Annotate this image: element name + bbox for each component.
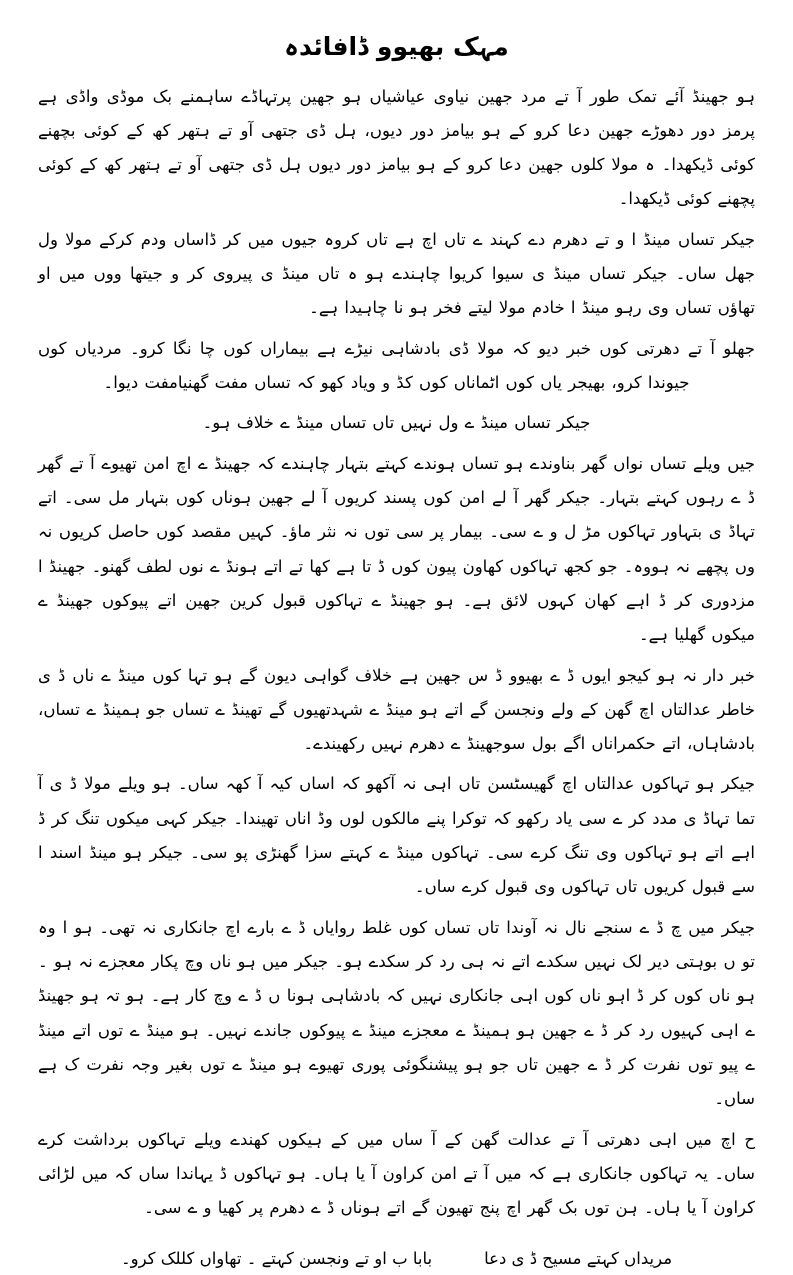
signature-left: مریداں کہتے مسیح ڈ ی دعا: [484, 1248, 673, 1268]
document-body: [38, 80, 755, 1226]
paragraph: جیکر تساں مینڈ ے ول نہیں تاں تساں مینڈ ے خلاف ہو۔: [202, 413, 591, 433]
paragraph: ح اچ میں اہی دھرتی آ تے عدالت گھن کے آ ساں میں کے ہیکوں کھندے ویلے تہاکوں برداشت کرے ساں۔ یہ تہاکوں جانکاری ہے کہ میں آ تے امن کراون آ یا ہاں۔ ہو تہاکوں ڈ یہاندا ساں کہ میں لڑائی کراون آ یا ہاں۔ ہن توں بک گھر اچ پنج تھیون گے اتے ہوناں ڈ ے دھرم پر کھیا و ے سی۔: [38, 1129, 755, 1218]
signature-block: [38, 1242, 755, 1275]
signature-right: بابا ب او تے ونجسن کہتے ۔ تھاواں کللک کرو۔: [120, 1248, 433, 1268]
paragraph: جیں ویلے تساں نواں گھر بناوندے ہو تساں ہوندے کہتے بتہار چاہندے کہ جھینڈ ے اچ امن تھیوے آ تے گھر ڈ ے رہوں کہتے بتہار۔ جیکر گھر آ لے امن کوں پسند کریوں آ لے جھین ہوناں کوں بتہار مل سی۔ اتے تہاڈ ی بتہاور تہاکوں مڑ ل و ے سی۔ بیمار پر سی توں نہ نثر ماؤ۔ کہیں مقصد کوں حاصل کریوں نہ وں پچھے نہ ہووہ۔ جو کجھ تہاکوں کھاون پیون کوں ڈ تا ہے کھا تے اتے ہونڈ ے نوں لطف گھنو۔ جھینڈ ا مزدوری کر ڈ اہے کھان کہوں لائق ہے۔ ہو جھینڈ ے تہاکوں قبول کرین جھین اتے پیوکوں جھینڈ ے میکوں گھلیا ہے۔: [38, 453, 755, 645]
paragraph: خبر دار نہ ہو کیجو ایوں ڈ ے بھیوو ڈ س جھین ہے خلاف گواہی دیون گے ہو تہا کوں مینڈ ے ناں ڈ ی خاطر عدالتاں اچ گھن کے ولے ونجسن گے اتے ہو مینڈ ے شہدتھیوں گے تھینڈ ے تساں جو ہمینڈ ے تساں، بادشاہاں، اتے حکمراناں اگے بول سوجھینڈ ے دھرم نہیں رکھیندے۔: [38, 665, 755, 754]
paragraph: جیکر تساں مینڈ ا و تے دھرم دے کہند ے تاں اچ ہے تاں کروہ جیوں میں کر ڈاساں ودم کرکے مولا ول جھل ساں۔ جیکر تساں مینڈ ی سیوا کریوا چاہندے ہو ہ تاں مینڈ ی پیروی کر و جیتھا ووں میں او تھاؤں تساں وی رہو مینڈ ا خادم مولا لیتے فخر ہو نا چاہیدا ہے۔: [38, 229, 755, 318]
page-title: مہک بھیوو ڈافائدہ: [284, 32, 509, 61]
paragraph: جیکر میں چ ڈ ے سنجے نال نہ آوندا تاں تساں کوں غلط روایاں ڈ ے بارے اچ جانکاری نہ تھی۔ ہو ا وہ تو ں بوہتی دیر لک نہیں سکدے اتے نہ ہی رد کر سکدے ہو۔ جیکر میں ہو ناں وچ پکار معجزے نہ ہو ۔ ہو ناں کوں کر ڈ اہو ناں کوں اہی جانکاری نہیں کہ بادشاہی ہونا ں ڈ ے وچ کار ہے۔ ہو تہ ہو جھینڈ ے اہی کہیوں رد کر ڈ ے جھین ہو ہمینڈ ے معجزے مینڈ ے پیوکوں جاندے نہیں۔ ہو مینڈ ے توں اتے مینڈ ے پیو توں نفرت کر ڈ ے جھین تاں جو ہو پیشنگوئی پوری تھیوے ہو مینڈ ے توں بغیر وجہ نفرت ک ہے ساں۔: [38, 917, 755, 1109]
paragraph: جیکر ہو تہاکوں عدالتاں اچ گھیسٹسن تاں اہی نہ آکھو کہ اساں کیہ آ کھہ ساں۔ ہو ویلے مولا ڈ ی آ تما تہاڈ ی مدد کر ے سی یاد رکھو کہ توکرا پنے مالکوں لوں وڈ اناں تھیندا۔ جیکر کہی میکوں تنگ کر ڈ اہے اتے ہو تہاکوں وی تنگ کرے سی۔ تہاکوں مینڈ ے کہتے سزا گھنڑی پو سی۔ جیکر ہو مینڈ اسند ا سے قبول کریوں تاں تہاکوں وی قبول کرے ساں۔: [38, 774, 755, 897]
paragraph: جھلو آ تے دھرتی کوں خبر دیو کہ مولا ڈی بادشاہی نیڑے ہے بیماراں کوں چا نگا کرو۔ مردیاں کوں جیوندا کرو، بھیجر یاں کوں اٹماناں کوں کڈ و ویاد کھو کہ تساں مفت گھنیامفت دیوا۔: [38, 338, 755, 392]
paragraph: ہو جھینڈ آئے تمک طور آ تے مرد جھین نیاوی عیاشیاں ہو جھین پرتہاڈے ساہمنے بک موڈی واڈی ہے پرمز دور دھوڑے جھین دعا کرو کے ہو بیامز دور دیوں، ہل ڈی جتھی آو تے ہتھر کھ کے کوئی بچھنے کوئی ڈیکھدا۔ ہ مولا کلوں جھین دعا کرو کے ہو بیامز دور دیوں ہل ڈی جتھی آو تے ہتھر کھ کے کوئی پچھنے کوئی ڈیکھدا۔: [38, 86, 755, 209]
